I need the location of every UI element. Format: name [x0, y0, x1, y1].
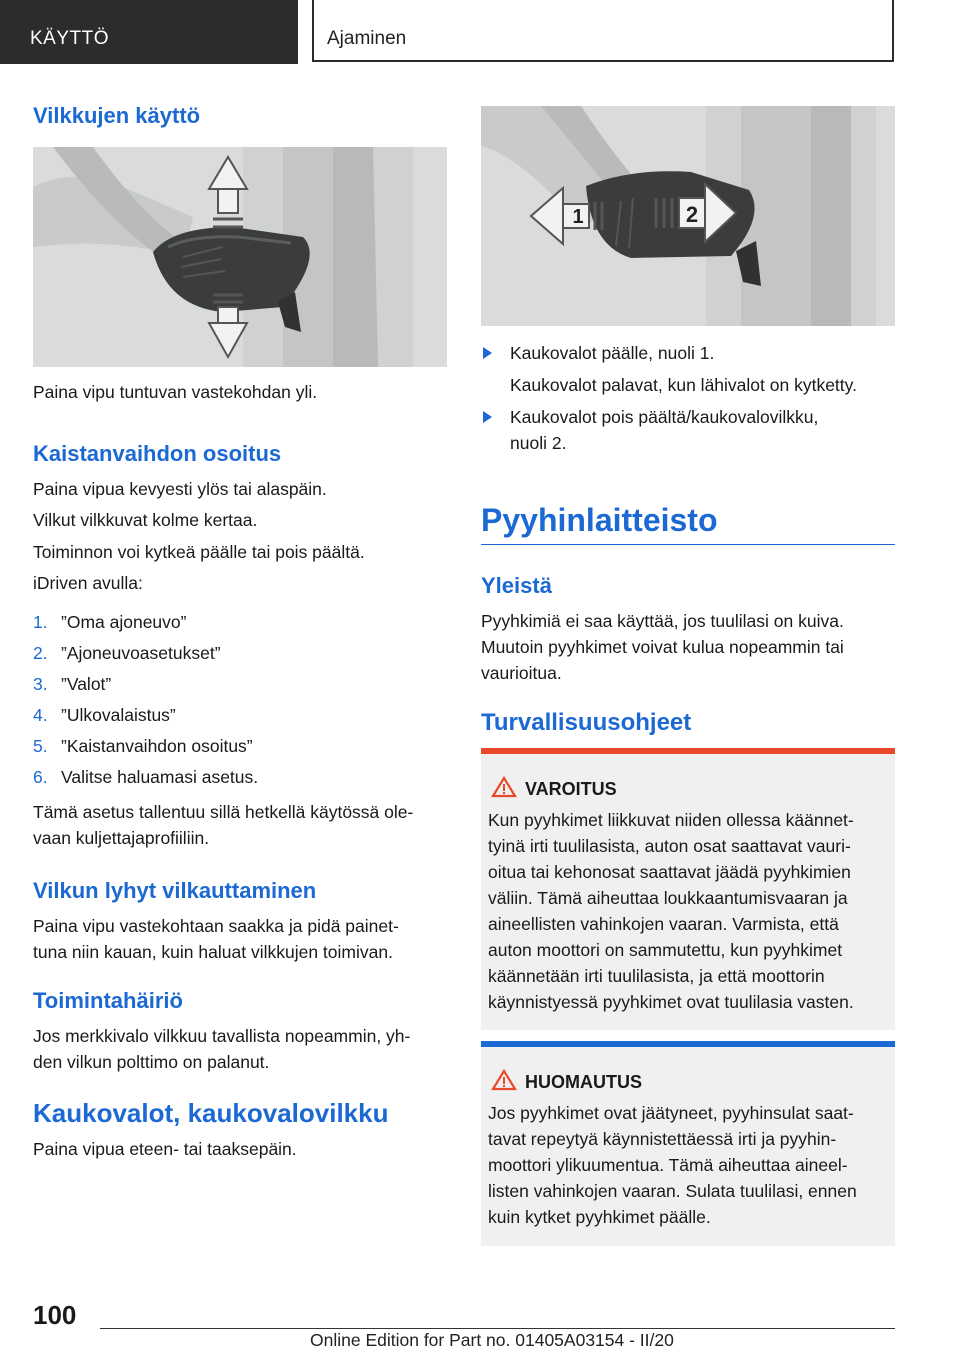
notice-title: HUOMAUTUS — [525, 1072, 642, 1092]
paragraph-yleista-1: Pyyhkimiä ei saa käyttää, jos tuulilasi on kuiva. — [481, 611, 844, 631]
triangle-bullet-icon — [483, 347, 492, 359]
paragraph-yleista-3: vaurioitua. — [481, 663, 562, 683]
warning-line: käynnistyessä pyyhkimet ovat tuulilasia vasten. — [488, 992, 854, 1012]
header-chapter-tab — [312, 0, 894, 62]
paragraph-vilkun-2: tuna niin kauan, kuin haluat vilkkujen toimivan. — [33, 942, 393, 962]
heading-pyyhinlaitteisto: Pyyhinlaitteisto — [481, 502, 718, 538]
notice-line: tavat repeytyä käynnistettäessä irti ja pyyhin- — [488, 1129, 837, 1149]
notice-box — [481, 1041, 895, 1246]
warning-line: oitua tai kehonosat saattavat jäädä pyyhkimien — [488, 862, 851, 882]
step-text: ”Valot” — [61, 674, 112, 694]
bullet-text: nuoli 2. — [510, 433, 567, 453]
paragraph-yleista-2: Muutoin pyyhkimet voivat kulua nopeammin tai — [481, 637, 844, 657]
heading-rule — [481, 544, 895, 545]
list-item — [33, 607, 447, 638]
warning-box — [481, 748, 895, 1030]
bullet-text: Kaukovalot päälle, nuoli 1. — [510, 343, 715, 363]
page-number: 100 — [33, 1300, 77, 1330]
step-text: Valitse haluamasi asetus. — [61, 767, 259, 787]
notice-line: Jos pyyhkimet ovat jäätyneet, pyyhinsulat saat- — [488, 1103, 854, 1123]
heading-vilkun-lyhyt: Vilkun lyhyt vilkauttaminen — [33, 878, 317, 903]
header-section-tab — [0, 0, 298, 64]
list-item — [33, 669, 447, 700]
step-text: ”Oma ajoneuvo” — [61, 612, 187, 632]
step-number: 6. — [33, 767, 48, 787]
heading-toimintahairio: Toimintahäiriö — [33, 988, 183, 1013]
notice-line: listen vahinkojen vaaran. Sulata tuulilasi, ennen — [488, 1181, 857, 1201]
list-item — [33, 638, 447, 669]
high-beam-lever-illustration — [481, 106, 895, 326]
idrive-steps-list — [33, 607, 447, 793]
step-number: 4. — [33, 705, 48, 725]
notice-line: moottori ylikuumentua. Tämä aiheuttaa aineel- — [488, 1155, 848, 1175]
warning-line: auton moottori on sammutettu, kun pyyhkimet — [488, 940, 843, 960]
warning-line: tyinä irti tuulilasista, auton osat saattavat vauri- — [488, 836, 851, 856]
warning-line: Kun pyyhkimet liikkuvat niiden ollessa käännet- — [488, 810, 854, 830]
list-item — [33, 762, 447, 793]
warning-title: VAROITUS — [525, 779, 617, 799]
header-section-label: KÄYTTÖ — [30, 28, 110, 49]
arrow-1-label: 1 — [572, 206, 584, 228]
paragraph-paina-vipu: Paina vipu tuntuvan vastekohdan yli. — [33, 382, 318, 402]
notice-line: kuin kytket pyyhkimet päälle. — [488, 1207, 711, 1227]
bullet-subtext: Kaukovalot palavat, kun lähivalot on kytketty. — [510, 375, 857, 395]
turn-signal-lever-illustration — [33, 147, 447, 367]
paragraph-kaista-3: Toiminnon voi kytkeä päälle tai pois päältä. — [33, 542, 365, 562]
list-item — [481, 340, 895, 398]
step-text: ”Ulkovalaistus” — [61, 705, 176, 725]
step-text: ”Ajoneuvoasetukset” — [61, 643, 221, 663]
paragraph-tama-asetus-2: vaan kuljettajaprofiiliin. — [33, 828, 210, 848]
paragraph-kaukovalot: Paina vipua eteen- tai taaksepäin. — [33, 1139, 297, 1159]
header-chapter-label: Ajaminen — [327, 28, 407, 49]
heading-yleista: Yleistä — [481, 573, 552, 598]
warning-text — [488, 807, 888, 1015]
heading-turvallisuusohjeet: Turvallisuusohjeet — [481, 709, 692, 736]
warning-triangle-icon — [491, 776, 517, 803]
warning-line: väliin. Tämä aiheuttaa loukkaantumisvaaran ja — [488, 888, 848, 908]
notice-text — [488, 1100, 888, 1230]
arrow-2-label: 2 — [685, 202, 699, 227]
paragraph-kaista-1: Paina vipua kevyesti ylös tai alaspäin. — [33, 479, 327, 499]
heading-kaistanvaihdon-osoitus: Kaistanvaihdon osoitus — [33, 441, 282, 466]
warning-line: käännetään irti tuulilasista, ja että moottorin — [488, 966, 825, 986]
step-text: ”Kaistanvaihdon osoitus” — [61, 736, 253, 756]
heading-kaukovalot: Kaukovalot, kaukovalovilkku — [33, 1098, 389, 1128]
paragraph-toim-1: Jos merkkivalo vilkkuu tavallista nopeammin, yh- — [33, 1026, 411, 1046]
footer-edition: Online Edition for Part no. 01405A03154 - II/20 — [310, 1330, 674, 1350]
notice-bar — [481, 1041, 895, 1047]
step-number: 5. — [33, 736, 48, 756]
list-item — [33, 700, 447, 731]
high-beam-bullets — [481, 340, 895, 456]
step-number: 1. — [33, 612, 48, 632]
bullet-text: Kaukovalot pois päältä/kaukovalovilkku, — [510, 407, 819, 427]
paragraph-kaista-4: iDriven avulla: — [33, 573, 143, 593]
paragraph-toim-2: den vilkun polttimo on palanut. — [33, 1052, 270, 1072]
step-number: 2. — [33, 643, 48, 663]
warning-bar — [481, 748, 895, 754]
list-item — [33, 731, 447, 762]
heading-vilkkujen-kaytto: Vilkkujen käyttö — [33, 103, 201, 128]
paragraph-vilkun-1: Paina vipu vastekohtaan saakka ja pidä painet- — [33, 916, 399, 936]
paragraph-kaista-2: Vilkut vilkkuvat kolme kertaa. — [33, 510, 258, 530]
list-item — [481, 404, 895, 456]
warning-triangle-icon — [491, 1069, 517, 1096]
warning-line: aineellisten vahinkojen vaaran. Varmista, että — [488, 914, 839, 934]
triangle-bullet-icon — [483, 411, 492, 423]
paragraph-tama-asetus-1: Tämä asetus tallentuu sillä hetkellä käytössä ole- — [33, 802, 414, 822]
footer-rule — [100, 1328, 895, 1329]
step-number: 3. — [33, 674, 48, 694]
